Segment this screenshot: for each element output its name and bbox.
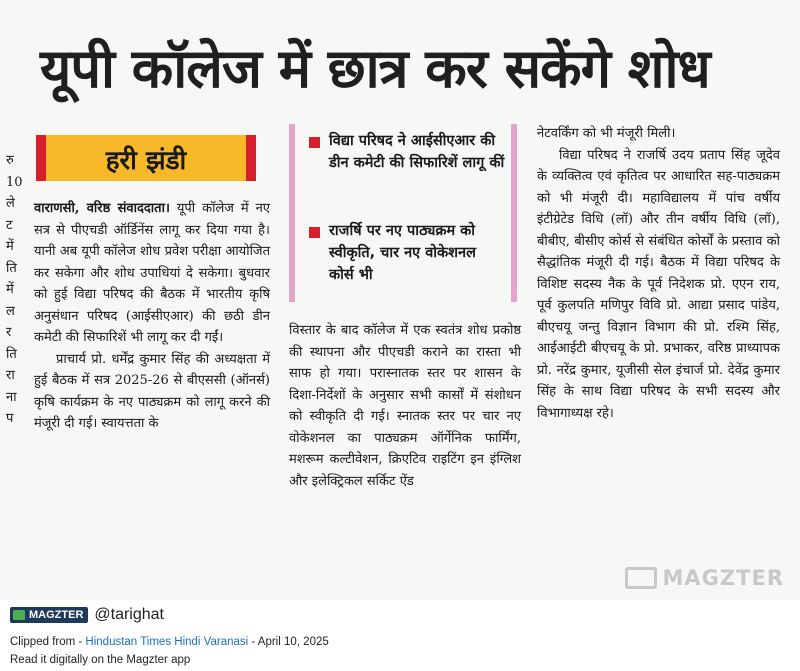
source-link[interactable]: Hindustan Times Hindi Varanasi — [85, 636, 249, 648]
bullet-square-icon — [309, 137, 320, 148]
paragraph: नेटवर्किंग को भी मंजूरी मिली। — [537, 126, 676, 141]
fragment-char: ति — [6, 260, 17, 276]
fragment-char: रा — [6, 368, 15, 383]
fragment-char: में — [6, 282, 14, 297]
clipped-prefix: Clipped from - — [10, 636, 86, 648]
clip-date: - April 10, 2025 — [248, 636, 329, 648]
clip-footer — [0, 600, 800, 671]
fragment-char: ना — [6, 389, 17, 405]
fragment-char: र — [6, 325, 12, 340]
fragment-char: ति — [6, 346, 17, 362]
column-3 — [537, 123, 780, 424]
highlight-text: राजर्षि पर नए पाठ्यक्रम को स्वीकृति, चार नए वोकेशनल कोर्स भी — [329, 223, 476, 283]
magzter-logo-icon — [13, 610, 25, 620]
brand-row — [10, 606, 164, 624]
bullet-square-icon — [309, 227, 320, 238]
watermark-text: MAGZTER — [662, 566, 784, 590]
fragment-char: रु — [6, 153, 14, 168]
highlight-item — [309, 220, 505, 286]
highlight-text: विद्या परिषद ने आईसीएआर की डीन कमेटी की सिफारिशें लागू कीं — [329, 133, 505, 171]
magzter-logo-icon — [625, 567, 657, 589]
fragment-char: ले — [6, 196, 15, 211]
fragment-char: 10 — [6, 174, 23, 190]
badge-label: हरी झंडी — [105, 146, 187, 176]
paragraph: प्राचार्य प्रो. धर्मेंद्र कुमार सिंह की अध्यक्षता में हुई बैठक में सत्र 2025-26 से बीएससी (ऑनर्स) कृषि कार्यक्रम के नए पाठ्यक्रम को लागू करने की मंजूरी दी गई। स्वायत्तता के — [34, 351, 270, 431]
brand-label: MAGZTER — [29, 609, 84, 621]
left-column-fragment — [6, 150, 23, 430]
section-badge — [36, 135, 256, 181]
paragraph: विस्तार के बाद कॉलेज में एक स्वतंत्र शोध प्रकोष्ठ की स्थापना और पीएचडी कराने का रास्ता भी साफ हो गया। परास्नातक स्तर पर शासन के दिशा-निर्देशों के अनुसार सभी कार्सों में संशोधन को स्वीकृति दी गई। स्नातक स्तर पर चार नए वोकेशनल का पाठ्यक्रम ऑर्गेनिक फार्मिंग, मशरूम कल्टीवेशन, क्रिएटिव राइटिंग इन इंग्लिश और इलेक्ट्रिकल सर्किट ऐंड — [289, 323, 521, 489]
paragraph: विद्या परिषद ने राजर्षि उदय प्रताप सिंह जूदेव के व्यक्तित्व एवं कृतित्व पर आधारित सह-पाठ्यक्रम को भी मंजूरी दी। महाविद्यालय में पांच वर्षीय इंटीग्रेटेड विधि (लॉ) और तीन वर्षीय विधि (लॉ), बीबीए, बीसीए कोर्स से संबंधित कोर्सों के प्रस्ताव को सैद्धांतिक मंजूरी दी गई। बैठक में विद्या परिषद के विशिष्ट सदस्य नैक के पूर्व निदेशक प्रो. एएन राय, पूर्व कुलपति मणिपुर विवि प्रो. आद्या प्रसाद पांडेय, बीएचयू जन्तु विज्ञान विभाग की प्रो. रश्मि सिंह, आईआईटी बीएचयू के प्रो. प्रभाकर, वरिष्ठ प्राध्यापक प्रो. नरेंद्र कुमार, यूजीसी सेल इंचार्ज प्रो. देवेंद्र कुमार सिंह के साथ विद्या परिषद के सभी सदस्य और विभागाध्यक्ष रहे। — [537, 147, 780, 421]
highlight-box — [289, 124, 517, 302]
read-digitally-line[interactable]: Read it digitally on the Magzter app — [10, 654, 191, 666]
user-handle[interactable]: @tarighat — [94, 606, 164, 623]
fragment-char: ट — [6, 217, 13, 233]
fragment-char: ल — [6, 303, 15, 319]
clipped-from-line — [10, 636, 329, 648]
paragraph-text: यूपी कॉलेज में नए सत्र से पीएचडी ऑर्डिनेंस लागू कर दिया गया है। यानी अब यूपी कॉलेज शोध प्रवेश परीक्षा आयोजित कर सकेगा और शोध उपाधियां दे सकेगा। बुधवार को हुई विद्या परिषद की बैठक में भारतीय कृषि अनुसंधान परिषद (आईसीएआर) की छठी डीन कमेटी की सिफारिशें भी लागू कर दी गईं। — [34, 201, 270, 345]
column-1 — [34, 198, 270, 435]
byline: वाराणसी, वरिष्ठ संवाददाता। — [34, 201, 170, 216]
headline: यूपी कॉलेज में छात्र कर सकेंगे शोध — [40, 37, 710, 100]
magzter-brand-badge[interactable] — [10, 607, 88, 623]
fragment-char: प — [6, 411, 14, 426]
magzter-watermark — [625, 566, 784, 590]
column-2 — [289, 320, 521, 492]
fragment-char: में — [6, 239, 14, 254]
paragraph — [34, 198, 270, 349]
highlight-item — [309, 130, 505, 174]
